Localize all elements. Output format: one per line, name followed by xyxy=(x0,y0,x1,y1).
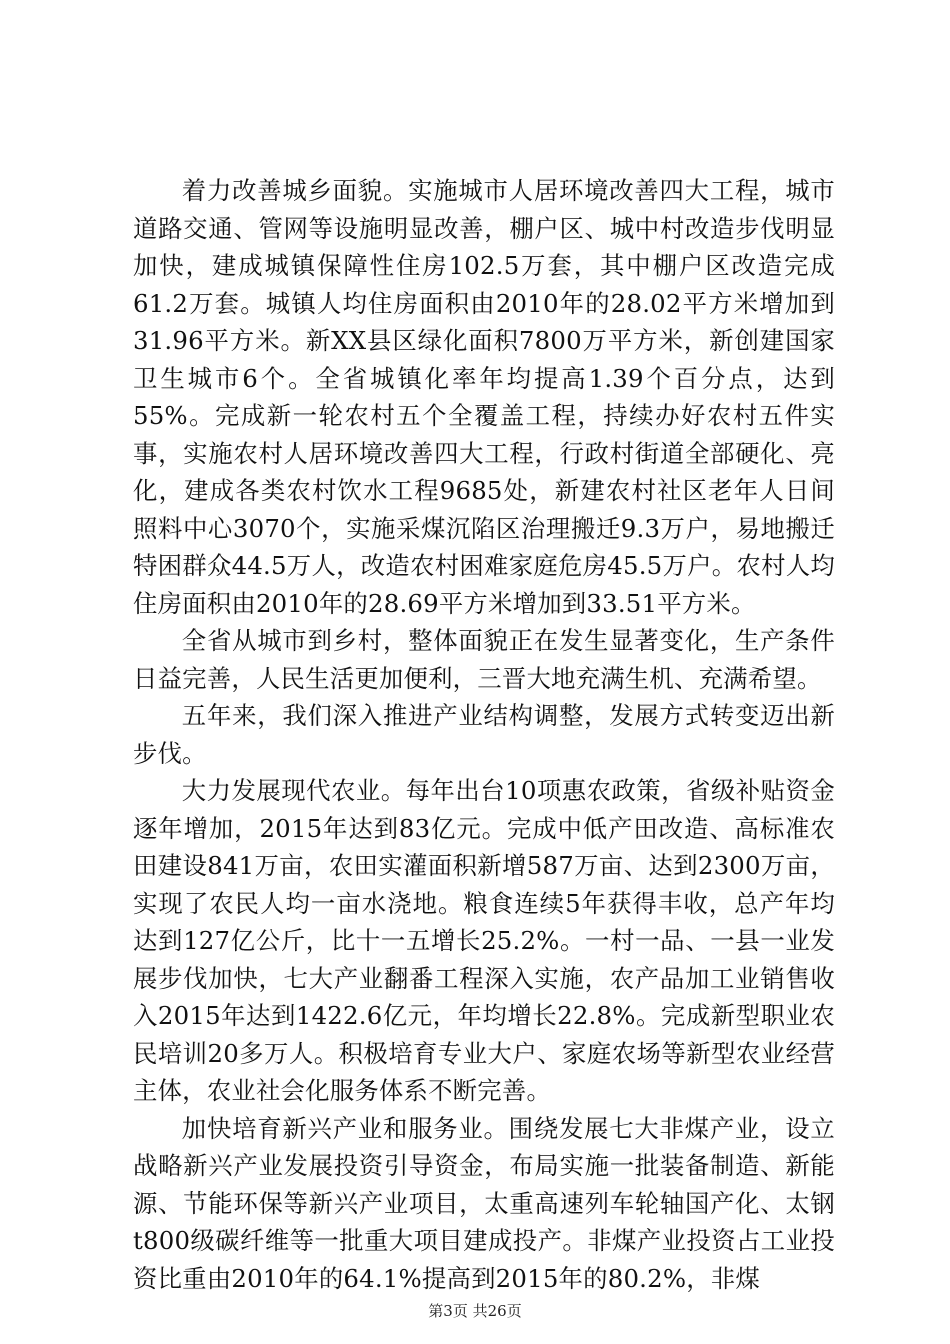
paragraph-emerging-industries: 加快培育新兴产业和服务业。围绕发展七大非煤产业，设立战略新兴产业发展投资引导资金，布局实施一批装备制造、新能源、节能环保等新兴产业项目，太重高速列车轮轴国产化、太钢t800级碳纤维等一批重大项目建成投产。非煤产业投资占工业投资比重由2010年的64.1%提高到2015年的80.2%，非煤 xyxy=(133,1113,835,1293)
paragraph-five-years: 五年来，我们深入推进产业结构调整，发展方式转变迈出新步伐。 xyxy=(133,701,835,768)
paragraph-urban-rural: 着力改善城乡面貌。实施城市人居环境改善四大工程，城市道路交通、管网等设施明显改善，棚户区、城中村改造步伐明显加快，建成城镇保障性住房102.5万套，其中棚户区改造完成61.2万套。城镇人均住房面积由2010年的28.02平方米增加到31.96平方米。新XX县区绿化面积7800万平方米，新创建国家卫生城市6个。全省城镇化率年均提高1.39个百分点，达到55%。完成新一轮农村五个全覆盖工程，持续办好农村五件实事，实施农村人居环境改善四大工程，行政村街道全部硬化、亮化，建成各类农村饮水工程9685处，新建农村社区老年人日间照料中心3070个，实施采煤沉陷区治理搬迁9.3万户，易地搬迁特困群众44.5万人，改造农村困难家庭危房45.5万户。农村人均住房面积由2010年的28.69平方米增加到33.51平方米。 xyxy=(133,176,835,618)
paragraph-overall-change: 全省从城市到乡村，整体面貌正在发生显著变化，生产条件日益完善，人民生活更加便利，三晋大地充满生机、充满希望。 xyxy=(133,626,835,693)
page-footer: 第3页 共26页 xyxy=(428,1302,522,1320)
body-text xyxy=(133,172,835,1297)
paragraph-agriculture: 大力发展现代农业。每年出台10项惠农政策，省级补贴资金逐年增加，2015年达到83亿元。完成中低产田改造、高标准农田建设841万亩，农田实灌面积新增587万亩、达到2300万亩，实现了农民人均一亩水浇地。粮食连续5年获得丰收，总产年均达到127亿公斤，比十一五增长25.2%。一村一品、一县一业发展步伐加快，七大产业翻番工程深入实施，农产品加工业销售收入2015年达到1422.6亿元，年均增长22.8%。完成新型职业农民培训20多万人。积极培育专业大户、家庭农场等新型农业经营主体，农业社会化服务体系不断完善。 xyxy=(133,776,835,1105)
